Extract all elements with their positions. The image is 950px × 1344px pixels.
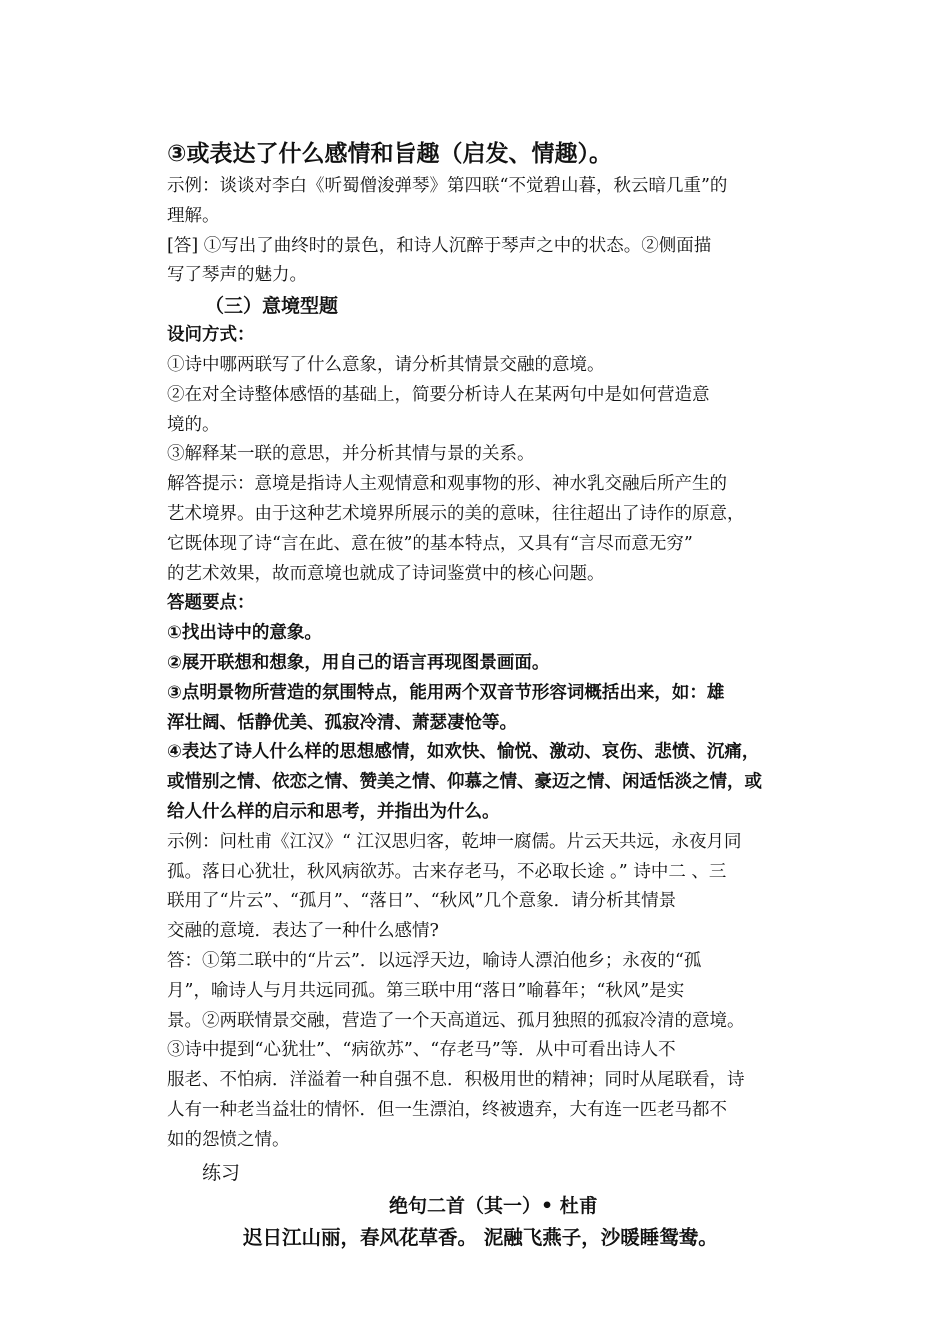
answer-line: 月”，喻诗人与月共远同孤。第三联中用“落日”喻暮年；“秋风”是实 xyxy=(167,980,685,1001)
answer-line: 答：①第二联中的“片云”．以远浮天边，喻诗人漂泊他乡；永夜的“孤 xyxy=(167,950,702,971)
points-label: 答题要点： xyxy=(167,593,255,614)
point-item: ④表达了诗人什么样的思想感情，如欢快、愉悦、激动、哀伤、悲愤、沉痛， xyxy=(167,742,760,763)
point-item: 浑壮阔、恬静优美、孤寂冷清、萧瑟凄怆等。 xyxy=(167,712,517,733)
poem-line: 迟日江山丽，春风花草香。 泥融飞燕子，沙暖睡鸳鸯。 xyxy=(243,1225,718,1249)
point-item: ①找出诗中的意象。 xyxy=(167,623,322,644)
heading: ③或表达了什么感情和旨趣（启发、情趣）。 xyxy=(167,141,612,167)
hint-line: 艺术境界。由于这种艺术境界所展示的美的意味，往往超出了诗作的原意， xyxy=(167,503,745,524)
question-item: ①诗中哪两联写了什么意象，请分析其情景交融的意境。 xyxy=(167,354,605,375)
answer-line: [答] ①写出了曲终时的景色，和诗人沉醉于琴声之中的状态。②侧面描 xyxy=(167,235,712,256)
question-item: 境的。 xyxy=(167,414,220,435)
section-title: （三）意境型题 xyxy=(205,295,339,318)
answer-line: 服老、不怕病．洋溢着一种自强不息．积极用世的精神；同时从尾联看，诗 xyxy=(167,1070,745,1091)
practice-label: 练习 xyxy=(202,1161,241,1184)
example-line: 示例：问杜甫《江汉》“ 江汉思归客，乾坤一腐儒。片云天共远，永夜月同 xyxy=(167,831,742,852)
point-item: 给人什么样的启示和思考，并指出为什么。 xyxy=(167,801,500,822)
answer-line: 景。②两联情景交融，营造了一个天高道远、孤月独照的孤寂冷清的意境。 xyxy=(167,1010,745,1031)
question-label: 设问方式： xyxy=(167,325,255,346)
hint-line: 的艺术效果，故而意境也就成了诗词鉴赏中的核心问题。 xyxy=(167,563,605,584)
point-item: ②展开联想和想象，用自己的语言再现图景画面。 xyxy=(167,652,550,673)
example-line: 孤。落日心犹壮，秋风病欲苏。古来存老马，不必取长途 。” 诗中二 、三 xyxy=(167,861,727,882)
poem-title: 绝句二首（其一）• 杜甫 xyxy=(389,1194,598,1217)
answer-line: 写了琴声的魅力。 xyxy=(167,265,307,286)
answer-line: 如的怨愤之情。 xyxy=(167,1129,290,1150)
example-line: 示例：谈谈对李白《听蜀僧浚弹琴》第四联“不觉碧山暮，秋云暗几重”的 xyxy=(167,176,728,196)
hint-line: 解答提示：意境是指诗人主观情意和观事物的形、神水乳交融后所产生的 xyxy=(167,474,727,495)
example-line: 交融的意境．表达了一种什么感情? xyxy=(167,921,439,942)
answer-line: 人有一种老当益壮的情怀．但一生漂泊，终被遗弃，大有连一匹老马都不 xyxy=(167,1099,727,1120)
example-line: 联用了“片云”、“孤月”、“落日”、“秋风”几个意象．请分析其情景 xyxy=(167,891,677,912)
question-item: ②在对全诗整体感悟的基础上，简要分析诗人在某两句中是如何营造意 xyxy=(167,384,710,405)
point-item: ③点明景物所营造的氛围特点，能用两个双音节形容词概括出来，如：雄 xyxy=(167,682,725,703)
document-page xyxy=(167,136,792,1254)
point-item: 或惜别之情、依恋之情、赞美之情、仰慕之情、豪迈之情、闲适恬淡之情，或 xyxy=(167,772,762,793)
answer-line: ③诗中提到“心犹壮”、“病欲苏”、“存老马”等．从中可看出诗人不 xyxy=(167,1040,676,1061)
hint-line: 它既体现了诗“言在此、意在彼”的基本特点，又具有“言尽而意无穷” xyxy=(167,533,693,554)
question-item: ③解释某一联的意思，并分析其情与景的关系。 xyxy=(167,444,535,465)
example-line: 理解。 xyxy=(167,205,220,226)
